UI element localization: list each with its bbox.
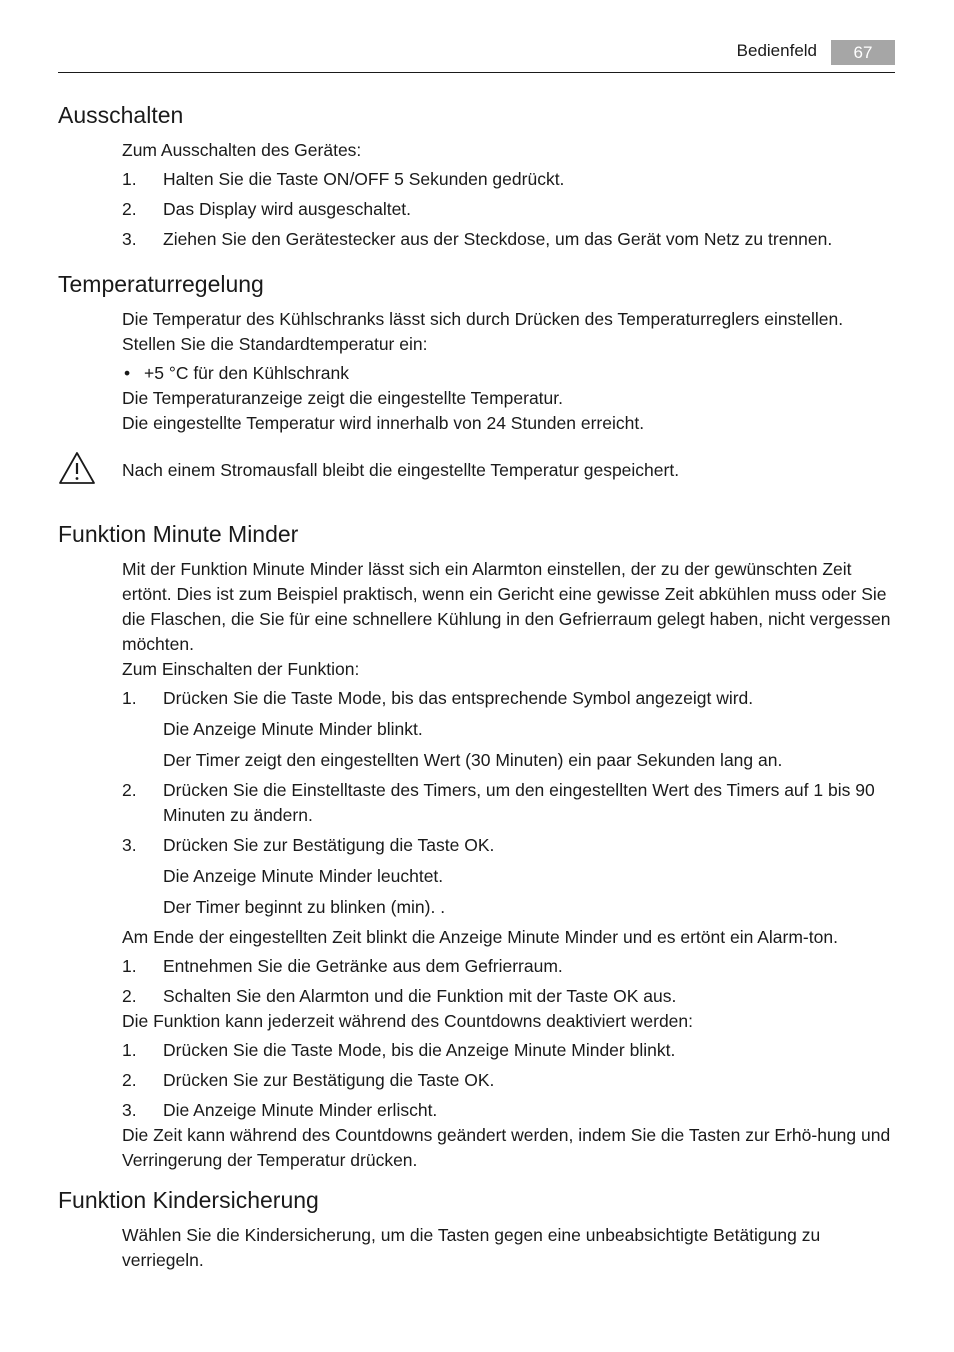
step-number: 3. — [122, 229, 137, 249]
page-content — [58, 100, 895, 1273]
step-result: Die Anzeige Minute Minder leuchtet. — [163, 866, 444, 886]
page-number: 67 — [831, 40, 895, 65]
list-item — [122, 954, 895, 979]
bullet-list — [122, 361, 895, 386]
paragraph: Mit der Funktion Minute Minder lässt sich ein Alarmton einstellen, der zu der gewünschten Zeit ertönt. Dies ist zum Beispiel praktisch, wenn ein Gericht eine gewisse Zeit abkühlen muss oder Sie die Flaschen, die Sie für eine schnellere Kühlung in den Gefrierraum gelegt haben, nicht vergessen möchten. — [122, 559, 891, 654]
step-text: Entnehmen Sie die Getränke aus dem Gefrierraum. — [163, 956, 563, 976]
paragraph: Zum Ausschalten des Gerätes: — [122, 140, 362, 160]
paragraph: Am Ende der eingestellten Zeit blinkt die Anzeige Minute Minder und es ertönt ein Alarm-ton. — [122, 927, 838, 947]
list-item — [122, 686, 895, 773]
paragraph: Die Funktion kann jederzeit während des Countdowns deaktiviert werden: — [122, 1011, 694, 1031]
step-number: 1. — [122, 169, 137, 189]
steps-list — [122, 1038, 895, 1123]
step-text: Drücken Sie die Einstelltaste des Timers, um den eingestellten Wert des Timers auf 1 bis 90 Minuten zu ändern. — [163, 780, 875, 825]
steps-list — [122, 167, 895, 252]
step-number: 1. — [122, 956, 137, 976]
step-result: Der Timer beginnt zu blinken (min). . — [163, 897, 446, 917]
warning-note — [122, 458, 895, 483]
heading-ausschalten: Ausschalten — [58, 102, 184, 128]
step-number: 2. — [122, 986, 137, 1006]
list-item — [122, 167, 895, 192]
list-item — [122, 1068, 895, 1093]
heading-kindersicherung: Funktion Kindersicherung — [58, 1187, 319, 1213]
steps-list — [122, 954, 895, 1009]
section-ausschalten — [122, 138, 895, 252]
step-text: Drücken Sie die Taste Mode, bis die Anzeige Minute Minder blinkt. — [163, 1040, 676, 1060]
paragraph: Stellen Sie die Standardtemperatur ein: — [122, 334, 428, 354]
step-number: 1. — [122, 688, 137, 708]
step-text: Drücken Sie die Taste Mode, bis das entsprechende Symbol angezeigt wird. — [163, 688, 754, 708]
step-text: Drücken Sie zur Bestätigung die Taste OK. — [163, 835, 495, 855]
step-number: 2. — [122, 199, 137, 219]
page-header — [58, 40, 895, 73]
step-text: Drücken Sie zur Bestätigung die Taste OK. — [163, 1070, 495, 1090]
paragraph: Die eingestellte Temperatur wird innerhalb von 24 Stunden erreicht. — [122, 413, 645, 433]
list-item — [122, 778, 895, 828]
steps-list — [122, 686, 895, 920]
paragraph: Wählen Sie die Kindersicherung, um die Tasten gegen eine unbeabsichtigte Betätigung zu verriegeln. — [122, 1225, 821, 1270]
step-result: Der Timer zeigt den eingestellten Wert (30 Minuten) ein paar Sekunden lang an. — [163, 750, 783, 770]
section-temperaturregelung — [122, 307, 895, 483]
step-text: Ziehen Sie den Gerätestecker aus der Steckdose, um das Gerät vom Netz zu trennen. — [163, 229, 833, 249]
list-item — [122, 984, 895, 1009]
list-item — [122, 227, 895, 252]
section-kindersicherung — [122, 1223, 895, 1273]
step-text: Das Display wird ausgeschaltet. — [163, 199, 412, 219]
paragraph: Zum Einschalten der Funktion: — [122, 659, 360, 679]
warning-triangle-icon — [58, 450, 96, 486]
step-number: 2. — [122, 780, 137, 800]
warning-text: Nach einem Stromausfall bleibt die eingestellte Temperatur gespeichert. — [122, 460, 680, 480]
paragraph: Die Temperaturanzeige zeigt die eingestellte Temperatur. — [122, 388, 564, 408]
step-number: 1. — [122, 1040, 137, 1060]
paragraph: Die Zeit kann während des Countdowns geändert werden, indem Sie die Tasten zur Erhö-hung und Verringerung der Temperatur drücken. — [122, 1125, 891, 1170]
paragraph: Die Temperatur des Kühlschranks lässt sich durch Drücken des Temperaturreglers einstellen. — [122, 309, 844, 329]
section-minute-minder — [122, 557, 895, 1173]
step-text: Schalten Sie den Alarmton und die Funktion mit der Taste OK aus. — [163, 986, 677, 1006]
list-item — [122, 833, 895, 920]
list-item: • +5 °C für den Kühlschrank — [122, 361, 895, 386]
step-number: 2. — [122, 1070, 137, 1090]
step-text: Halten Sie die Taste ON/OFF 5 Sekunden gedrückt. — [163, 169, 565, 189]
list-item — [122, 197, 895, 222]
list-item — [122, 1038, 895, 1063]
step-number: 3. — [122, 1100, 137, 1120]
heading-temperaturregelung: Temperaturregelung — [58, 271, 264, 297]
heading-minute-minder: Funktion Minute Minder — [58, 521, 299, 547]
step-result: Die Anzeige Minute Minder blinkt. — [163, 719, 423, 739]
step-number: 3. — [122, 835, 137, 855]
step-text: Die Anzeige Minute Minder erlischt. — [163, 1100, 438, 1120]
header-section-title: Bedienfeld — [736, 41, 817, 60]
list-item — [122, 1098, 895, 1123]
